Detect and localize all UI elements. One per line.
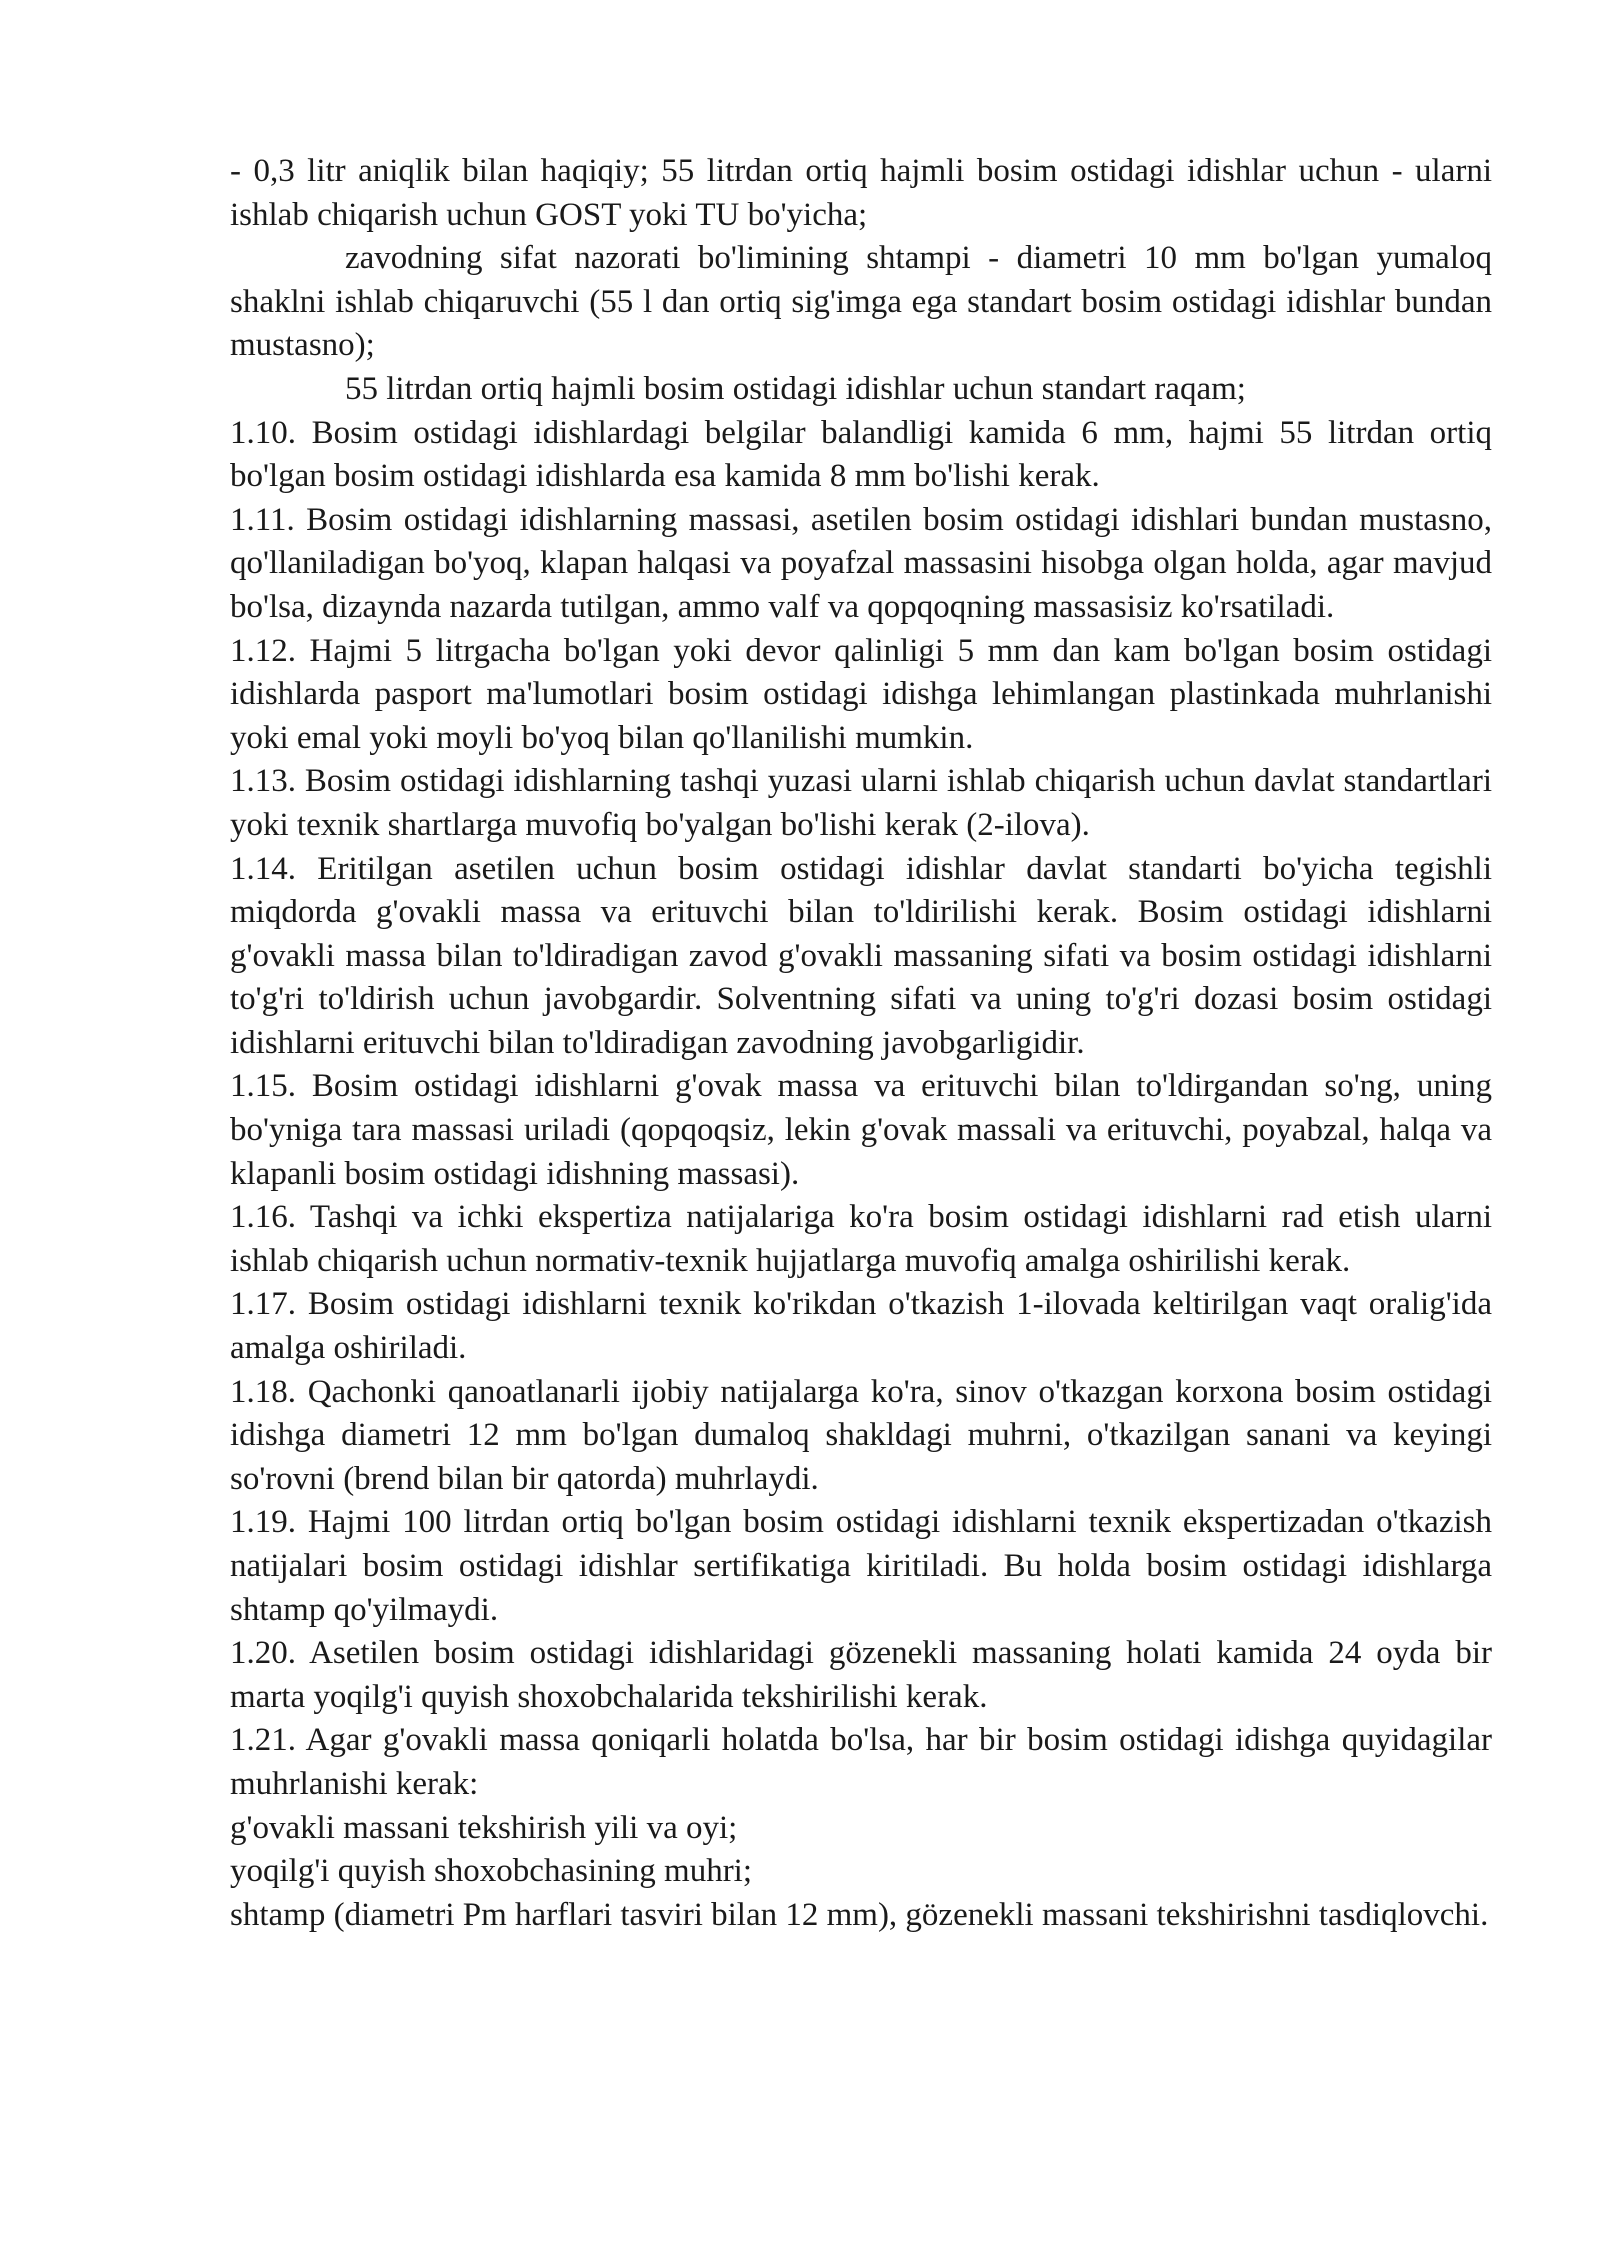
paragraph-intro-standard-number: 55 litrdan ortiq hajmli bosim ostidagi idishlar uchun standart raqam; [345, 370, 1246, 407]
list-item-stamp: shtamp (diametri Pm harflari tasviri bilan 12 mm), gözenekli massani tekshirishni tasdiqlovchi. [230, 1896, 1489, 1933]
clause-1-19: 1.19. Hajmi 100 litrdan ortiq bo'lgan bosim ostidagi idishlarni texnik ekspertizadan o'tkazish natijalari bosim ostidagi idishlar sertifikatiga kiritiladi. Bu holda bosim ostidagi idishlarga shtamp qo'yilmaydi. [230, 1504, 1492, 1628]
paragraph-intro-accuracy: - 0,3 litr aniqlik bilan haqiqiy; 55 litrdan ortiq hajmli bosim ostidagi idishlar uchun - ularni ishlab chiqarish uchun GOST yoki TU bo'yicha; [230, 153, 1492, 233]
clause-1-10: 1.10. Bosim ostidagi idishlardagi belgilar balandligi kamida 6 mm, hajmi 55 litrdan ortiq bo'lgan bosim ostidagi idishlarda esa kamida 8 mm bo'lishi kerak. [230, 414, 1492, 495]
list-item-inspection-date: g'ovakli massani tekshirish yili va oyi; [230, 1809, 738, 1846]
clause-1-16: 1.16. Tashqi va ichki ekspertiza natijalariga ko'ra bosim ostidagi idishlarni rad etish ularni ishlab chiqarish uchun normativ-texnik hujjatlarga muvofiq amalga oshirilishi kerak. [230, 1199, 1492, 1279]
clause-1-12: 1.12. Hajmi 5 litrgacha bo'lgan yoki devor qalinligi 5 mm dan kam bo'lgan bosim ostidagi idishlarda pasport ma'lumotlari bosim ostidagi idishga lehimlangan plastinkada muhrlanishi yoki emal yoki moyli bo'yoq bilan qo'llanilishi mumkin. [230, 632, 1492, 756]
document-page [230, 150, 1492, 1937]
clause-1-20: 1.20. Asetilen bosim ostidagi idishlaridagi gözenekli massaning holati kamida 24 oyda bir marta yoqilg'i quyish shoxobchalarida tekshirilishi kerak. [230, 1635, 1492, 1715]
clause-1-15: 1.15. Bosim ostidagi idishlarni g'ovak massa va erituvchi bilan to'ldirgandan so'ng, uning bo'yniga tara massasi uriladi (qopqoqsiz, lekin g'ovak massali va erituvchi, poyabzal, halqa va klapanli bosim ostidagi idishning massasi). [230, 1068, 1492, 1192]
list-item-station-seal: yoqilg'i quyish shoxobchasining muhri; [230, 1853, 753, 1890]
paragraph-intro-stamp: zavodning sifat nazorati bo'limining shtampi - diametri 10 mm bo'lgan yumaloq shaklni ishlab chiqaruvchi (55 l dan ortiq sig'imga ega standart bosim ostidagi idishlar bundan mustasno); [230, 240, 1492, 364]
clause-1-11: 1.11. Bosim ostidagi idishlarning massasi, asetilen bosim ostidagi idishlari bundan mustasno, qo'llaniladigan bo'yoq, klapan halqasi va poyafzal massasini hisobga olgan holda, agar mavjud bo'lsa, dizaynda nazarda tutilgan, ammo valf va qopqoqning massasisiz ko'rsatiladi. [230, 501, 1492, 625]
clause-1-13: 1.13. Bosim ostidagi idishlarning tashqi yuzasi ularni ishlab chiqarish uchun davlat standartlari yoki texnik shartlarga muvofiq bo'yalgan bo'lishi kerak (2-ilova). [230, 763, 1492, 843]
clause-1-17: 1.17. Bosim ostidagi idishlarni texnik ko'rikdan o'tkazish 1-ilovada keltirilgan vaqt oralig'ida amalga oshiriladi. [230, 1286, 1492, 1367]
clause-1-21: 1.21. Agar g'ovakli massa qoniqarli holatda bo'lsa, har bir bosim ostidagi idishga quyidagilar muhrlanishi kerak: [230, 1722, 1492, 1802]
clause-1-14: 1.14. Eritilgan asetilen uchun bosim ostidagi idishlar davlat standarti bo'yicha tegishli miqdorda g'ovakli massa va erituvchi bilan to'ldirilishi kerak. Bosim ostidagi idishlarni g'ovakli massa bilan to'ldiradigan zavod g'ovakli massaning sifati va bosim ostidagi idishlarni to'g'ri to'ldirish uchun javobgardir. Solventning sifati va uning to'g'ri dozasi bosim ostidagi idishlarni erituvchi bilan to'ldiradigan zavodning javobgarligidir. [230, 850, 1492, 1061]
clause-1-18: 1.18. Qachonki qanoatlanarli ijobiy natijalarga ko'ra, sinov o'tkazgan korxona bosim ostidagi idishga diametri 12 mm bo'lgan dumaloq shakldagi muhrni, o'tkazilgan sanani va keyingi so'rovni (brend bilan bir qatorda) muhrlaydi. [230, 1373, 1492, 1497]
